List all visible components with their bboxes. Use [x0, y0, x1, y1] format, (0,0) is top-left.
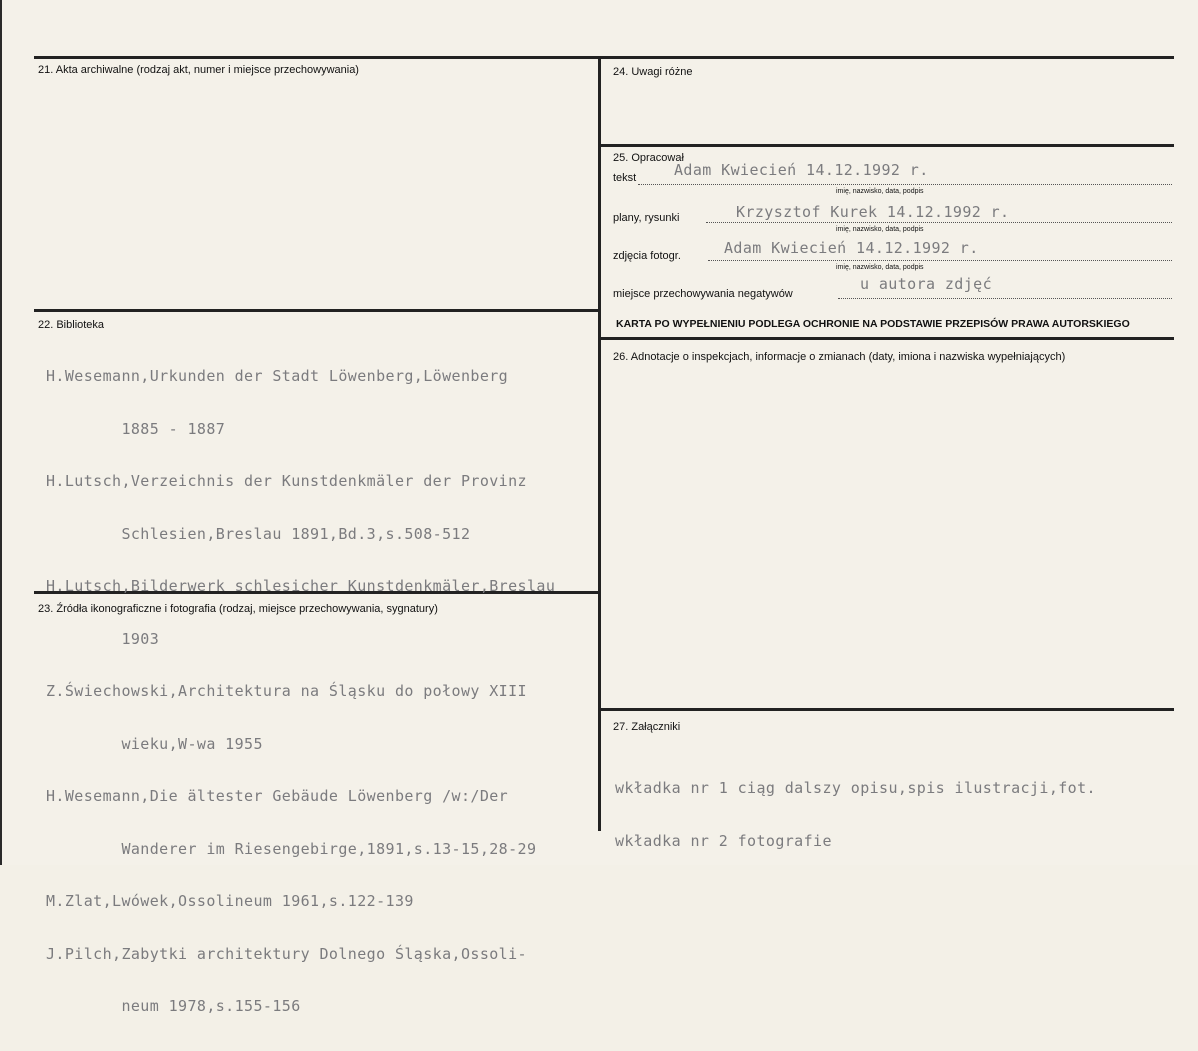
divider-26-27: [600, 708, 1174, 711]
bibliography-entry: neum 1978,s.155-156: [46, 997, 301, 1015]
plany-label: plany, rysunki: [613, 212, 680, 224]
bibliography-entry: H.Lutsch,Verzeichnis der Kunstdenkmäler der Provinz: [46, 472, 527, 490]
section-27-label: 27. Załączniki: [613, 721, 681, 733]
divider-24-25: [600, 144, 1174, 147]
plany-value: Krzysztof Kurek 14.12.1992 r.: [736, 203, 1010, 221]
copyright-notice: KARTA PO WYPEŁNIENIU PODLEGA OCHRONIE NA PODSTAWIE PRZEPISÓW PRAWA AUTORSKIEGO: [616, 318, 1130, 330]
attachments-list: [615, 745, 1096, 885]
bibliography-entry: Schlesien,Breslau 1891,Bd.3,s.508-512: [46, 524, 471, 543]
bibliography-entry: wieku,W-wa 1955: [46, 734, 263, 753]
attachment-entry: wkładka nr 1 ciąg dalszy opisu,spis ilustracji,fot.: [615, 779, 1096, 797]
section-25-label: 25. Opracował: [613, 152, 684, 164]
section-26-label: 26. Adnotacje o inspekcjach, informacje o zmianach (daty, imiona i nazwiska wypełniających): [613, 351, 1066, 363]
zdjecia-value: Adam Kwiecień 14.12.1992 r.: [724, 239, 979, 257]
bibliography-entry: 1885 - 1887: [46, 419, 226, 438]
zdjecia-caption: imię, nazwisko, data, podpis: [836, 264, 924, 271]
negatywy-line: [838, 298, 1172, 299]
center-divider: [598, 56, 601, 831]
bibliography-entry: H.Wesemann,Urkunden der Stadt Löwenberg,Löwenberg: [46, 367, 509, 385]
bibliography-entry: H.Wesemann,Die ältester Gebäude Löwenberg /w:/Der: [46, 787, 509, 805]
negatywy-value: u autora zdjęć: [860, 275, 993, 293]
zdjecia-label: zdjęcia fotogr.: [613, 250, 681, 262]
tekst-line: [638, 184, 1172, 185]
plany-caption: imię, nazwisko, data, podpis: [836, 226, 924, 233]
attachment-entry: wkładka nr 2 fotografie: [615, 831, 832, 850]
bibliography-list: [46, 333, 555, 1051]
tekst-label: tekst: [613, 172, 637, 184]
bibliography-entry: 1903: [46, 629, 160, 648]
section-21-label: 21. Akta archiwalne (rodzaj akt, numer i miejsce przechowywania): [38, 64, 359, 76]
top-divider: [34, 56, 1174, 59]
divider-25-26: [600, 337, 1174, 340]
bibliography-entry: H.Lutsch,Bilderwerk schlesicher Kunstdenkmäler,Breslau: [46, 577, 556, 595]
tekst-caption: imię, nazwisko, data, podpis: [836, 188, 924, 195]
bibliography-entry: Z.Świechowski,Architektura na Śląsku do połowy XIII: [46, 682, 527, 700]
bibliography-entry: J.Pilch,Zabytki architektury Dolnego Śląska,Ossoli-: [46, 944, 527, 963]
section-24-label: 24. Uwagi różne: [613, 66, 693, 78]
zdjecia-line: [708, 260, 1172, 261]
bibliography-entry: Wanderer im Riesengebirge,1891,s.13-15,28-29: [46, 839, 537, 858]
bibliography-entry: M.Zlat,Lwówek,Ossolineum 1961,s.122-139: [46, 892, 414, 910]
section-22-label: 22. Biblioteka: [38, 319, 105, 331]
section-23-label: 23. Źródła ikonograficzne i fotografia (rodzaj, miejsce przechowywania, sygnatury): [38, 603, 438, 615]
divider-21-22: [34, 309, 600, 312]
negatywy-label: miejsce przechowywania negatywów: [613, 288, 793, 300]
plany-line: [706, 222, 1172, 223]
tekst-value: Adam Kwiecień 14.12.1992 r.: [674, 161, 929, 179]
